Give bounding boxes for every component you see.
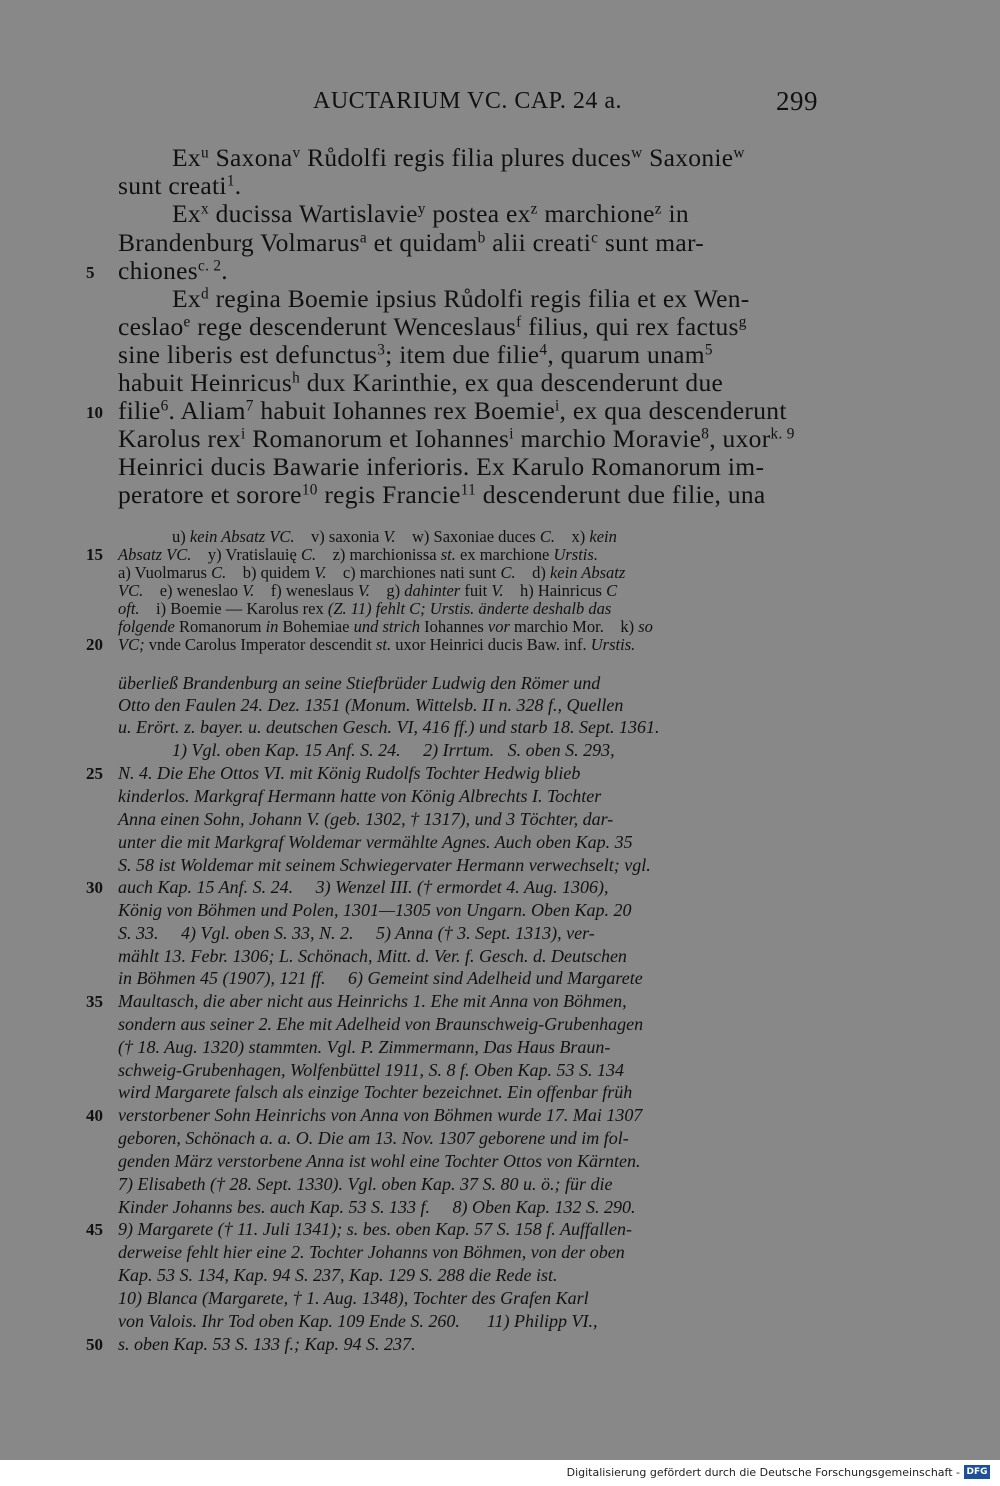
note-line: s. oben Kap. 53 S. 133 f.; Kap. 94 S. 237. xyxy=(118,1334,416,1354)
note-line: N. 4. Die Ehe Ottos VI. mit König Rudolfs Tochter Hedwig blieb xyxy=(118,763,581,783)
line-number: 15 xyxy=(86,545,103,564)
running-title: AUCTARIUM VC. CAP. 24 a. xyxy=(313,88,622,114)
line-number: 5 xyxy=(86,263,95,282)
note-line: Otto den Faulen 24. Dez. 1351 (Monum. Wittelsb. II n. 328 f., Quellen xyxy=(118,695,624,715)
apparatus-line: a) Vuolmarus C. b) quidem V. c) marchiones nati sunt C. d) kein Absatz xyxy=(118,563,626,582)
main-text-line: chiones$^{c. 2}$. xyxy=(118,256,228,285)
line-number: 45 xyxy=(86,1220,103,1239)
main-text-line: sunt creati$^1$. xyxy=(118,171,242,200)
main-text-line: Ex$^x$ ducissa Wartislavie$^y$ postea $ex^z$ marchione$^z$ in xyxy=(172,199,689,228)
main-text-line: Karolus rex$^i$ Romanorum et Iohannes$^i$ marchio Moravie$^8$, uxor$^{k. 9}$ xyxy=(118,424,795,453)
note-line: u. Erört. z. bayer. u. deutschen Gesch. VI, 416 ff.) und starb 18. Sept. 1361. xyxy=(118,717,660,737)
note-line: sondern aus seiner 2. Ehe mit Adelheid von Braunschweig-Grubenhagen xyxy=(118,1014,644,1034)
line-number: 10 xyxy=(86,403,103,422)
line-number: 20 xyxy=(86,635,103,654)
note-line: geboren, Schönach a. a. O. Die am 13. Nov. 1307 geborene und im fol- xyxy=(118,1128,629,1148)
note-line: derweise fehlt hier eine 2. Tochter Johanns von Böhmen, von der oben xyxy=(118,1242,625,1262)
main-text-line: peratore et sorore$^{10}$ regis Francie$^{11}$ descenderunt due filie, una xyxy=(118,480,766,509)
line-number: 25 xyxy=(86,764,103,783)
note-line: genden März verstorbene Anna ist wohl eine Tochter Ottos von Kärnten. xyxy=(118,1151,641,1171)
note-line: Maultasch, die aber nicht aus Heinrichs 1. Ehe mit Anna von Böhmen, xyxy=(118,991,627,1011)
note-line: S. 58 ist Woldemar mit seinem Schwiegervater Hermann verwechselt; vgl. xyxy=(118,855,651,875)
note-line: kinderlos. Markgraf Hermann hatte von König Albrechts I. Tochter xyxy=(118,786,602,806)
page-number: 299 xyxy=(776,86,818,116)
main-text-line: Ex$^d$ regina Boemie ipsius Růdolfi regis filia et ex Wen- xyxy=(172,284,750,313)
note-line: überließ Brandenburg an seine Stiefbrüder Ludwig den Römer und xyxy=(118,673,601,693)
note-line: mählt 13. Febr. 1306; L. Schönach, Mitt. d. Ver. f. Gesch. d. Deutschen xyxy=(118,946,627,966)
note-line: Anna einen Sohn, Johann V. (geb. 1302, † 1317), und 3 Töchter, dar- xyxy=(118,809,614,829)
apparatus-line: VC; vnde Carolus Imperator descendit st. uxor Heinrici ducis Baw. inf. Urstis. xyxy=(118,635,636,654)
note-line: 10) Blanca (Margarete, † 1. Aug. 1348), Tochter des Grafen Karl xyxy=(118,1288,589,1308)
main-text-line: ceslao$^e$ rege descenderunt Wenceslaus$^f$ filius, qui rex factus$^g$ xyxy=(118,312,747,341)
main-text-line: Brandenburg Volmarus$^a$ et quidam$^b$ alii creati$^c$ sunt mar- xyxy=(118,228,705,257)
line-number: 30 xyxy=(86,878,103,897)
line-number: 50 xyxy=(86,1335,103,1354)
line-number: 35 xyxy=(86,992,103,1011)
main-text-line: Ex$^u$ Saxona$^v$ Růdolfi regis filia plures duces$^w$ Saxonie$^w$ xyxy=(172,143,745,172)
apparatus-line: u) kein Absatz VC. v) saxonia V. w) Saxoniae duces C. x) kein xyxy=(172,527,617,546)
note-line: († 18. Aug. 1320) stammten. Vgl. P. Zimmermann, Das Haus Braun- xyxy=(118,1037,611,1057)
note-line: verstorbener Sohn Heinrichs von Anna von Böhmen wurde 17. Mai 1307 xyxy=(118,1105,643,1125)
note-line: schweig-Grubenhagen, Wolfenbüttel 1911, S. 8 f. Oben Kap. 53 S. 134 xyxy=(118,1060,624,1080)
main-text-line: Heinrici ducis Bawarie inferioris. Ex Karulo Romanorum im- xyxy=(118,452,765,481)
dfg-logo[interactable]: DFG xyxy=(964,1465,990,1479)
note-line: von Valois. Ihr Tod oben Kap. 109 Ende S. 260. 11) Philipp VI., xyxy=(118,1311,598,1331)
note-line: Kap. 53 S. 134, Kap. 94 S. 237, Kap. 129 S. 288 die Rede ist. xyxy=(118,1265,558,1285)
main-text-line: filie$^6$. Aliam$^7$ habuit Iohannes rex Boemie$^i$, ex qua descenderunt xyxy=(118,396,787,425)
note-line: 9) Margarete († 11. Juli 1341); s. bes. oben Kap. 57 S. 158 f. Auffallen- xyxy=(118,1219,632,1239)
main-text-line: sine liberis est defunctus$^3$; item due filie$^4$, quarum unam$^5$ xyxy=(118,340,713,369)
note-line: 7) Elisabeth († 28. Sept. 1330). Vgl. oben Kap. 37 S. 80 u. ö.; für die xyxy=(118,1174,613,1194)
note-line: auch Kap. 15 Anf. S. 24. 3) Wenzel III. († ermordet 4. Aug. 1306), xyxy=(118,877,609,897)
apparatus-line: folgende Romanorum in Bohemiae und strich Iohannes vor marchio Mor. k) so xyxy=(118,617,653,636)
note-line: S. 33. 4) Vgl. oben S. 33, N. 2. 5) Anna († 3. Sept. 1313), ver- xyxy=(118,923,595,943)
note-line: wird Margarete falsch als einzige Tochter bezeichnet. Ein offenbar früh xyxy=(118,1082,633,1102)
apparatus-line: VC. e) weneslao V. f) weneslaus V. g) dahinter fuit V. h) Hainricus C xyxy=(118,581,618,600)
apparatus-line: Absatz VC. y) Vratislauię C. z) marchionissa st. ex marchione Urstis. xyxy=(118,545,598,564)
viewer-footer xyxy=(0,1460,1000,1486)
apparatus-line: oft. i) Boemie — Karolus rex (Z. 11) fehlt C; Urstis. änderte deshalb das xyxy=(118,599,612,618)
note-line: unter die mit Markgraf Woldemar vermählte Agnes. Auch oben Kap. 35 xyxy=(118,832,633,852)
note-line: König von Böhmen und Polen, 1301—1305 von Ungarn. Oben Kap. 20 xyxy=(118,900,632,920)
note-line: in Böhmen 45 (1907), 121 ff. 6) Gemeint sind Adelheid und Margarete xyxy=(118,968,643,988)
note-line: 1) Vgl. oben Kap. 15 Anf. S. 24. 2) Irrtum. S. oben S. 293, xyxy=(172,740,615,760)
main-text-line: habuit Heinricus$^h$ dux Karinthie, ex qua descenderunt due xyxy=(118,368,724,397)
line-number: 40 xyxy=(86,1106,103,1125)
funding-notice: Digitalisierung gefördert durch die Deutsche Forschungsgemeinschaft - xyxy=(566,1466,960,1479)
note-line: Kinder Johanns bes. auch Kap. 53 S. 133 f. 8) Oben Kap. 132 S. 290. xyxy=(118,1197,636,1217)
